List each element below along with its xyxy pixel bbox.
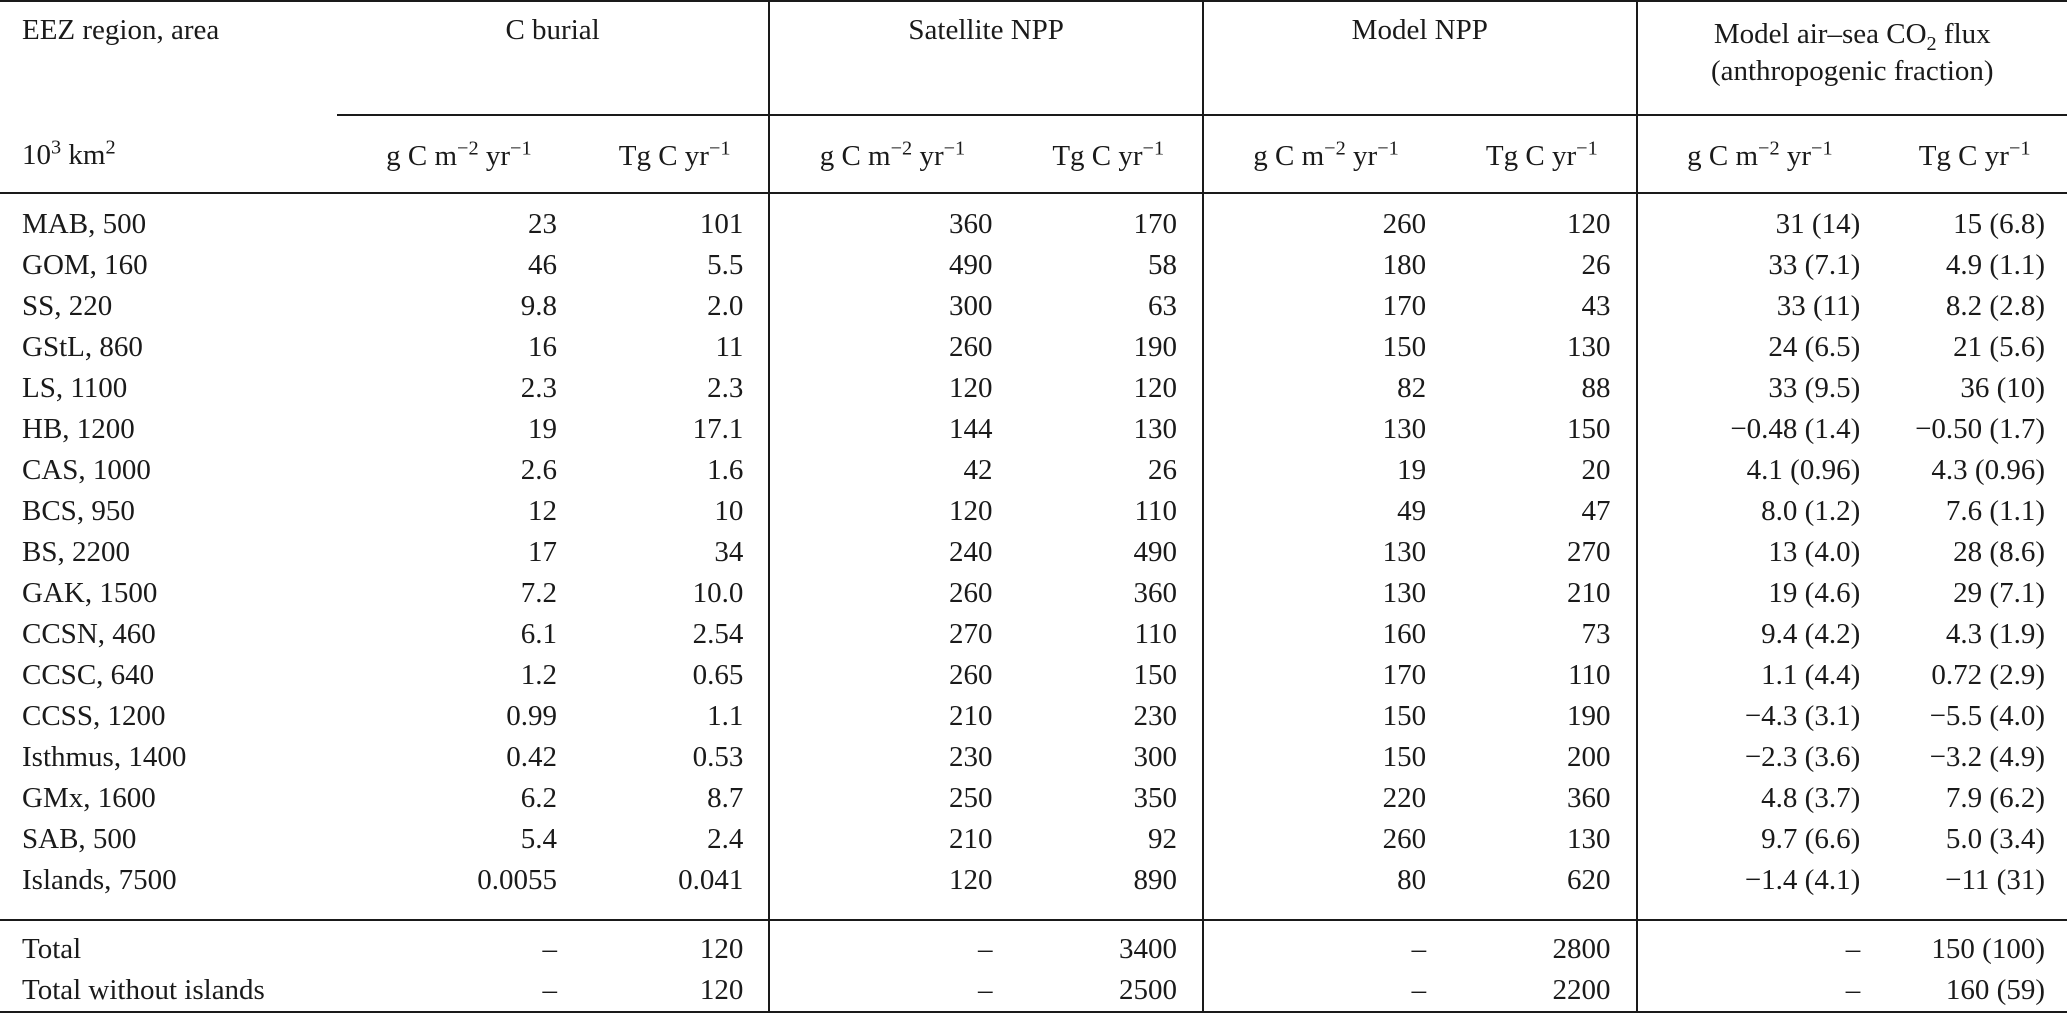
sat-area-cell: 260 — [769, 573, 1014, 614]
mod-total-cell: 270 — [1567, 536, 1611, 568]
mod-total-cell: 73 — [1581, 618, 1611, 650]
flux-area-cell: – — [1637, 970, 1883, 1012]
sat-total-cell: 350 — [1133, 782, 1177, 814]
cb-area-cell: – — [337, 970, 581, 1012]
sat-total-cell: 26 — [1147, 454, 1177, 486]
sat-total-cell: 120 — [1133, 372, 1177, 404]
cb-area-cell: 0.99 — [506, 700, 557, 732]
unit-per-area: g C $m^{-2}$ $yr^{-1}$ — [386, 136, 532, 172]
cb-area-cell: 2.3 — [520, 372, 557, 404]
table-row — [0, 368, 2067, 409]
table-row — [0, 491, 2067, 532]
flux-area-cell: 24 (6.5) — [1637, 327, 1883, 368]
sat-area-cell: 270 — [769, 614, 1014, 655]
table-row — [0, 655, 2067, 696]
mod-area-cell: 19 — [1203, 450, 1448, 491]
flux-total-cell: 5.0 (3.4) — [1945, 823, 2045, 855]
mod-area-cell: 82 — [1203, 368, 1448, 409]
mod-total-cell: 190 — [1567, 700, 1611, 732]
cb-area-cell: 6.1 — [520, 618, 557, 650]
flux-total-cell: 8.2 (2.8) — [1945, 290, 2045, 322]
mod-total-cell: 360 — [1567, 782, 1611, 814]
mod-area-cell: 180 — [1203, 245, 1448, 286]
flux-area-cell: 33 (9.5) — [1637, 368, 1883, 409]
cb-total-cell: 0.041 — [678, 864, 744, 896]
region-cell: MAB, 500 — [22, 208, 147, 240]
flux-area-cell: −0.48 (1.4) — [1637, 409, 1883, 450]
flux-total-cell: 7.9 (6.2) — [1945, 782, 2045, 814]
spacer-row — [0, 901, 2067, 920]
table-row — [0, 860, 2067, 901]
cb-area-cell: 46 — [527, 249, 557, 281]
mod-total-cell: 130 — [1567, 823, 1611, 855]
unit-per-area: g C $m^{-2}$ $yr^{-1}$ — [769, 115, 1014, 193]
flux-area-cell: 8.0 (1.2) — [1637, 491, 1883, 532]
mod-total-cell: 130 — [1567, 331, 1611, 363]
region-cell: GAK, 1500 — [22, 577, 158, 609]
cb-total-cell: 120 — [699, 933, 744, 965]
sat-total-cell: 150 — [1133, 659, 1177, 691]
mod-area-cell: 150 — [1203, 327, 1448, 368]
unit-total: Tg C $yr^{-1}$ — [618, 136, 731, 172]
header-row-units — [0, 115, 2067, 193]
sat-total-cell: 3400 — [1118, 933, 1177, 965]
cb-total-cell: 1.6 — [707, 454, 744, 486]
cb-area-cell: 23 — [527, 208, 557, 240]
sat-total-cell: 360 — [1133, 577, 1177, 609]
flux-total-cell: 29 (7.1) — [1953, 577, 2045, 609]
sat-total-cell: 2500 — [1015, 970, 1203, 1012]
mod-total-cell: 2800 — [1552, 933, 1611, 965]
unit-per-area: g C $m^{-2}$ $yr^{-1}$ — [1203, 115, 1448, 193]
flux-area-cell: 4.8 (3.7) — [1637, 778, 1883, 819]
cb-area-cell: 0.0055 — [477, 864, 557, 896]
cb-total-cell: 11 — [715, 331, 744, 363]
cb-total-cell: 2.3 — [707, 372, 744, 404]
region-cell: CCSN, 460 — [22, 618, 156, 650]
sat-total-cell: 230 — [1133, 700, 1177, 732]
region-area-unit: $10^3$ $km^2$ — [22, 136, 116, 171]
sat-area-cell: 120 — [769, 368, 1014, 409]
cb-total-cell: 0.65 — [692, 659, 744, 691]
flux-area-cell: 9.4 (4.2) — [1637, 614, 1883, 655]
cb-area-cell: 1.2 — [520, 659, 557, 691]
flux-total-cell: 4.3 (0.96) — [1931, 454, 2045, 486]
sat-area-cell: 120 — [769, 491, 1014, 532]
sat-area-cell: – — [769, 929, 1014, 970]
mod-area-cell: 150 — [1203, 696, 1448, 737]
mod-area-cell: 260 — [1203, 193, 1448, 245]
region-cell: GMx, 1600 — [22, 782, 156, 814]
region-cell: GStL, 860 — [22, 331, 143, 363]
table-row — [0, 286, 2067, 327]
mod-total-cell: 26 — [1581, 249, 1611, 281]
cb-total-cell: 10.0 — [692, 577, 744, 609]
cb-area-cell: – — [542, 933, 557, 965]
region-cell: CAS, 1000 — [22, 454, 151, 486]
sat-total-cell: 130 — [1133, 413, 1177, 445]
mod-area-cell: 80 — [1203, 860, 1448, 901]
sat-area-cell: 260 — [769, 327, 1014, 368]
table-row — [0, 450, 2067, 491]
unit-per-area: g C $m^{-2}$ $yr^{-1}$ — [1637, 115, 1883, 193]
region-cell: Islands, 7500 — [22, 864, 177, 896]
sat-total-cell: 58 — [1147, 249, 1177, 281]
sat-total-cell: 92 — [1147, 823, 1177, 855]
cb-total-cell: 5.5 — [707, 249, 744, 281]
table-row — [0, 573, 2067, 614]
region-cell: HB, 1200 — [22, 413, 135, 445]
mod-area-cell: – — [1203, 929, 1448, 970]
flux-area-cell: 13 (4.0) — [1637, 532, 1883, 573]
sat-total-cell: 300 — [1133, 741, 1177, 773]
region-header: EEZ region, area — [22, 14, 220, 46]
flux-area-cell: −4.3 (3.1) — [1637, 696, 1883, 737]
sat-area-cell: 120 — [769, 860, 1014, 901]
cb-area-cell: 9.8 — [520, 290, 557, 322]
table-row — [0, 778, 2067, 819]
sat-total-cell: 110 — [1134, 618, 1177, 650]
table-row — [0, 327, 2067, 368]
sat-area-cell: – — [769, 970, 1014, 1012]
mod-area-cell: 260 — [1203, 819, 1448, 860]
cb-area-cell: 19 — [527, 413, 557, 445]
sat-area-cell: 260 — [769, 655, 1014, 696]
flux-area-cell: 33 (7.1) — [1637, 245, 1883, 286]
mod-total-cell: 210 — [1567, 577, 1611, 609]
mod-area-cell: 130 — [1203, 409, 1448, 450]
flux-total-cell: −5.5 (4.0) — [1929, 700, 2045, 732]
cb-total-cell: 120 — [581, 970, 769, 1012]
region-cell: CCSS, 1200 — [22, 700, 166, 732]
cb-area-cell: 2.6 — [520, 454, 557, 486]
region-cell: SAB, 500 — [22, 823, 137, 855]
flux-area-cell: 9.7 (6.6) — [1637, 819, 1883, 860]
sat-area-cell: 490 — [769, 245, 1014, 286]
flux-total-cell: 4.3 (1.9) — [1945, 618, 2045, 650]
table-body — [0, 193, 2067, 920]
flux-area-cell: 4.1 (0.96) — [1637, 450, 1883, 491]
flux-total-cell: 7.6 (1.1) — [1945, 495, 2045, 527]
mod-area-cell: 220 — [1203, 778, 1448, 819]
table-row — [0, 737, 2067, 778]
sat-total-cell: 890 — [1133, 864, 1177, 896]
mod-area-cell: 170 — [1203, 655, 1448, 696]
cb-area-cell: 5.4 — [520, 823, 557, 855]
flux-title-line2: (anthropogenic fraction) — [1710, 55, 1994, 88]
mod-total-cell: 43 — [1581, 290, 1611, 322]
cb-total-cell: 2.4 — [707, 823, 744, 855]
cb-total-cell: 8.7 — [707, 782, 744, 814]
mod-area-cell: 160 — [1203, 614, 1448, 655]
sat-total-cell: 110 — [1134, 495, 1177, 527]
cb-total-cell: 2.0 — [707, 290, 744, 322]
flux-area-cell: −1.4 (4.1) — [1637, 860, 1883, 901]
flux-title-pre: Model air–sea CO — [1713, 18, 1927, 50]
flux-area-cell: 19 (4.6) — [1637, 573, 1883, 614]
table-row — [0, 193, 2067, 245]
region-cell: CCSC, 640 — [22, 659, 155, 691]
group-air-sea-flux — [1637, 2, 2067, 115]
cb-area-cell: 12 — [527, 495, 557, 527]
table-row — [0, 929, 2067, 970]
flux-area-cell: 31 (14) — [1637, 193, 1883, 245]
cb-total-cell: 10 — [714, 495, 744, 527]
mod-total-cell: 150 — [1567, 413, 1611, 445]
table-totals — [0, 920, 2067, 1012]
mod-area-cell: – — [1203, 970, 1448, 1012]
region-cell: LS, 1100 — [22, 372, 128, 404]
region-cell: Isthmus, 1400 — [22, 741, 187, 773]
sat-area-cell: 210 — [769, 819, 1014, 860]
table-row — [0, 696, 2067, 737]
mod-area-cell: 150 — [1203, 737, 1448, 778]
table-row — [0, 970, 2067, 1012]
flux-total-cell: 36 (10) — [1960, 372, 2045, 404]
mod-total-cell: 47 — [1581, 495, 1611, 527]
mod-total-cell: 200 — [1567, 741, 1611, 773]
sat-area-cell: 210 — [769, 696, 1014, 737]
table-row — [0, 532, 2067, 573]
unit-total: Tg C $yr^{-1}$ — [1918, 136, 2031, 172]
table-row — [0, 614, 2067, 655]
mod-total-cell: 120 — [1567, 208, 1611, 240]
cb-area-cell: 6.2 — [520, 782, 557, 814]
sat-total-cell: 170 — [1133, 208, 1177, 240]
mod-area-cell: 130 — [1203, 532, 1448, 573]
cb-area-cell: 17 — [527, 536, 557, 568]
header-row-groups — [0, 2, 2067, 115]
sat-area-cell: 240 — [769, 532, 1014, 573]
mod-total-cell: 110 — [1568, 659, 1611, 691]
flux-total-cell: −11 (31) — [1945, 864, 2045, 896]
sat-total-cell: 190 — [1133, 331, 1177, 363]
flux-total-cell: 15 (6.8) — [1953, 208, 2045, 240]
mod-area-cell: 130 — [1203, 573, 1448, 614]
region-cell: GOM, 160 — [22, 249, 148, 281]
flux-total-cell: 150 (100) — [1931, 933, 2045, 965]
cb-area-cell: 16 — [527, 331, 557, 363]
table-row — [0, 819, 2067, 860]
flux-total-cell: 28 (8.6) — [1953, 536, 2045, 568]
cb-area-cell: 0.42 — [506, 741, 557, 773]
table-row — [0, 245, 2067, 286]
spacer-row — [0, 920, 2067, 929]
sat-area-cell: 230 — [769, 737, 1014, 778]
cb-total-cell: 1.1 — [707, 700, 744, 732]
mod-total-cell: 20 — [1581, 454, 1611, 486]
cb-total-cell: 101 — [699, 208, 744, 240]
sat-total-cell: 490 — [1133, 536, 1177, 568]
region-cell: BS, 2200 — [22, 536, 130, 568]
group-satellite-npp: Satellite NPP — [769, 2, 1203, 115]
region-cell: Total without islands — [0, 970, 337, 1012]
mod-total-cell: 2200 — [1448, 970, 1636, 1012]
flux-area-cell: −2.3 (3.6) — [1637, 737, 1883, 778]
cb-total-cell: 34 — [714, 536, 744, 568]
cb-total-cell: 17.1 — [692, 413, 744, 445]
mod-area-cell: 170 — [1203, 286, 1448, 327]
unit-total: Tg C $yr^{-1}$ — [1052, 136, 1165, 172]
mod-total-cell: 88 — [1581, 372, 1611, 404]
flux-total-cell: 4.9 (1.1) — [1945, 249, 2045, 281]
sat-area-cell: 250 — [769, 778, 1014, 819]
table-row — [0, 409, 2067, 450]
flux-title-post: flux — [1936, 18, 1991, 50]
flux-area-cell: 33 (11) — [1637, 286, 1883, 327]
mod-area-cell: 49 — [1203, 491, 1448, 532]
group-model-npp: Model NPP — [1203, 2, 1637, 115]
flux-total-cell: −3.2 (4.9) — [1929, 741, 2045, 773]
flux-total-cell: 160 (59) — [1882, 970, 2067, 1012]
unit-total: Tg C $yr^{-1}$ — [1485, 136, 1598, 172]
mod-total-cell: 620 — [1567, 864, 1611, 896]
flux-title-sub: 2 — [1926, 32, 1937, 55]
region-cell: BCS, 950 — [22, 495, 135, 527]
flux-total-cell: 0.72 (2.9) — [1931, 659, 2045, 691]
flux-total-cell: −0.50 (1.7) — [1915, 413, 2045, 445]
region-cell: SS, 220 — [22, 290, 113, 322]
sat-area-cell: 360 — [769, 193, 1014, 245]
sat-area-cell: 144 — [769, 409, 1014, 450]
cb-total-cell: 0.53 — [692, 741, 744, 773]
sat-area-cell: 42 — [769, 450, 1014, 491]
sat-total-cell: 63 — [1147, 290, 1177, 322]
sat-area-cell: 300 — [769, 286, 1014, 327]
group-c-burial: C burial — [337, 2, 770, 115]
region-cell: Total — [22, 933, 82, 965]
flux-area-cell: – — [1637, 929, 1883, 970]
flux-total-cell: 21 (5.6) — [1953, 331, 2045, 363]
flux-area-cell: 1.1 (4.4) — [1637, 655, 1883, 696]
cb-total-cell: 2.54 — [692, 618, 744, 650]
cb-area-cell: 7.2 — [520, 577, 557, 609]
